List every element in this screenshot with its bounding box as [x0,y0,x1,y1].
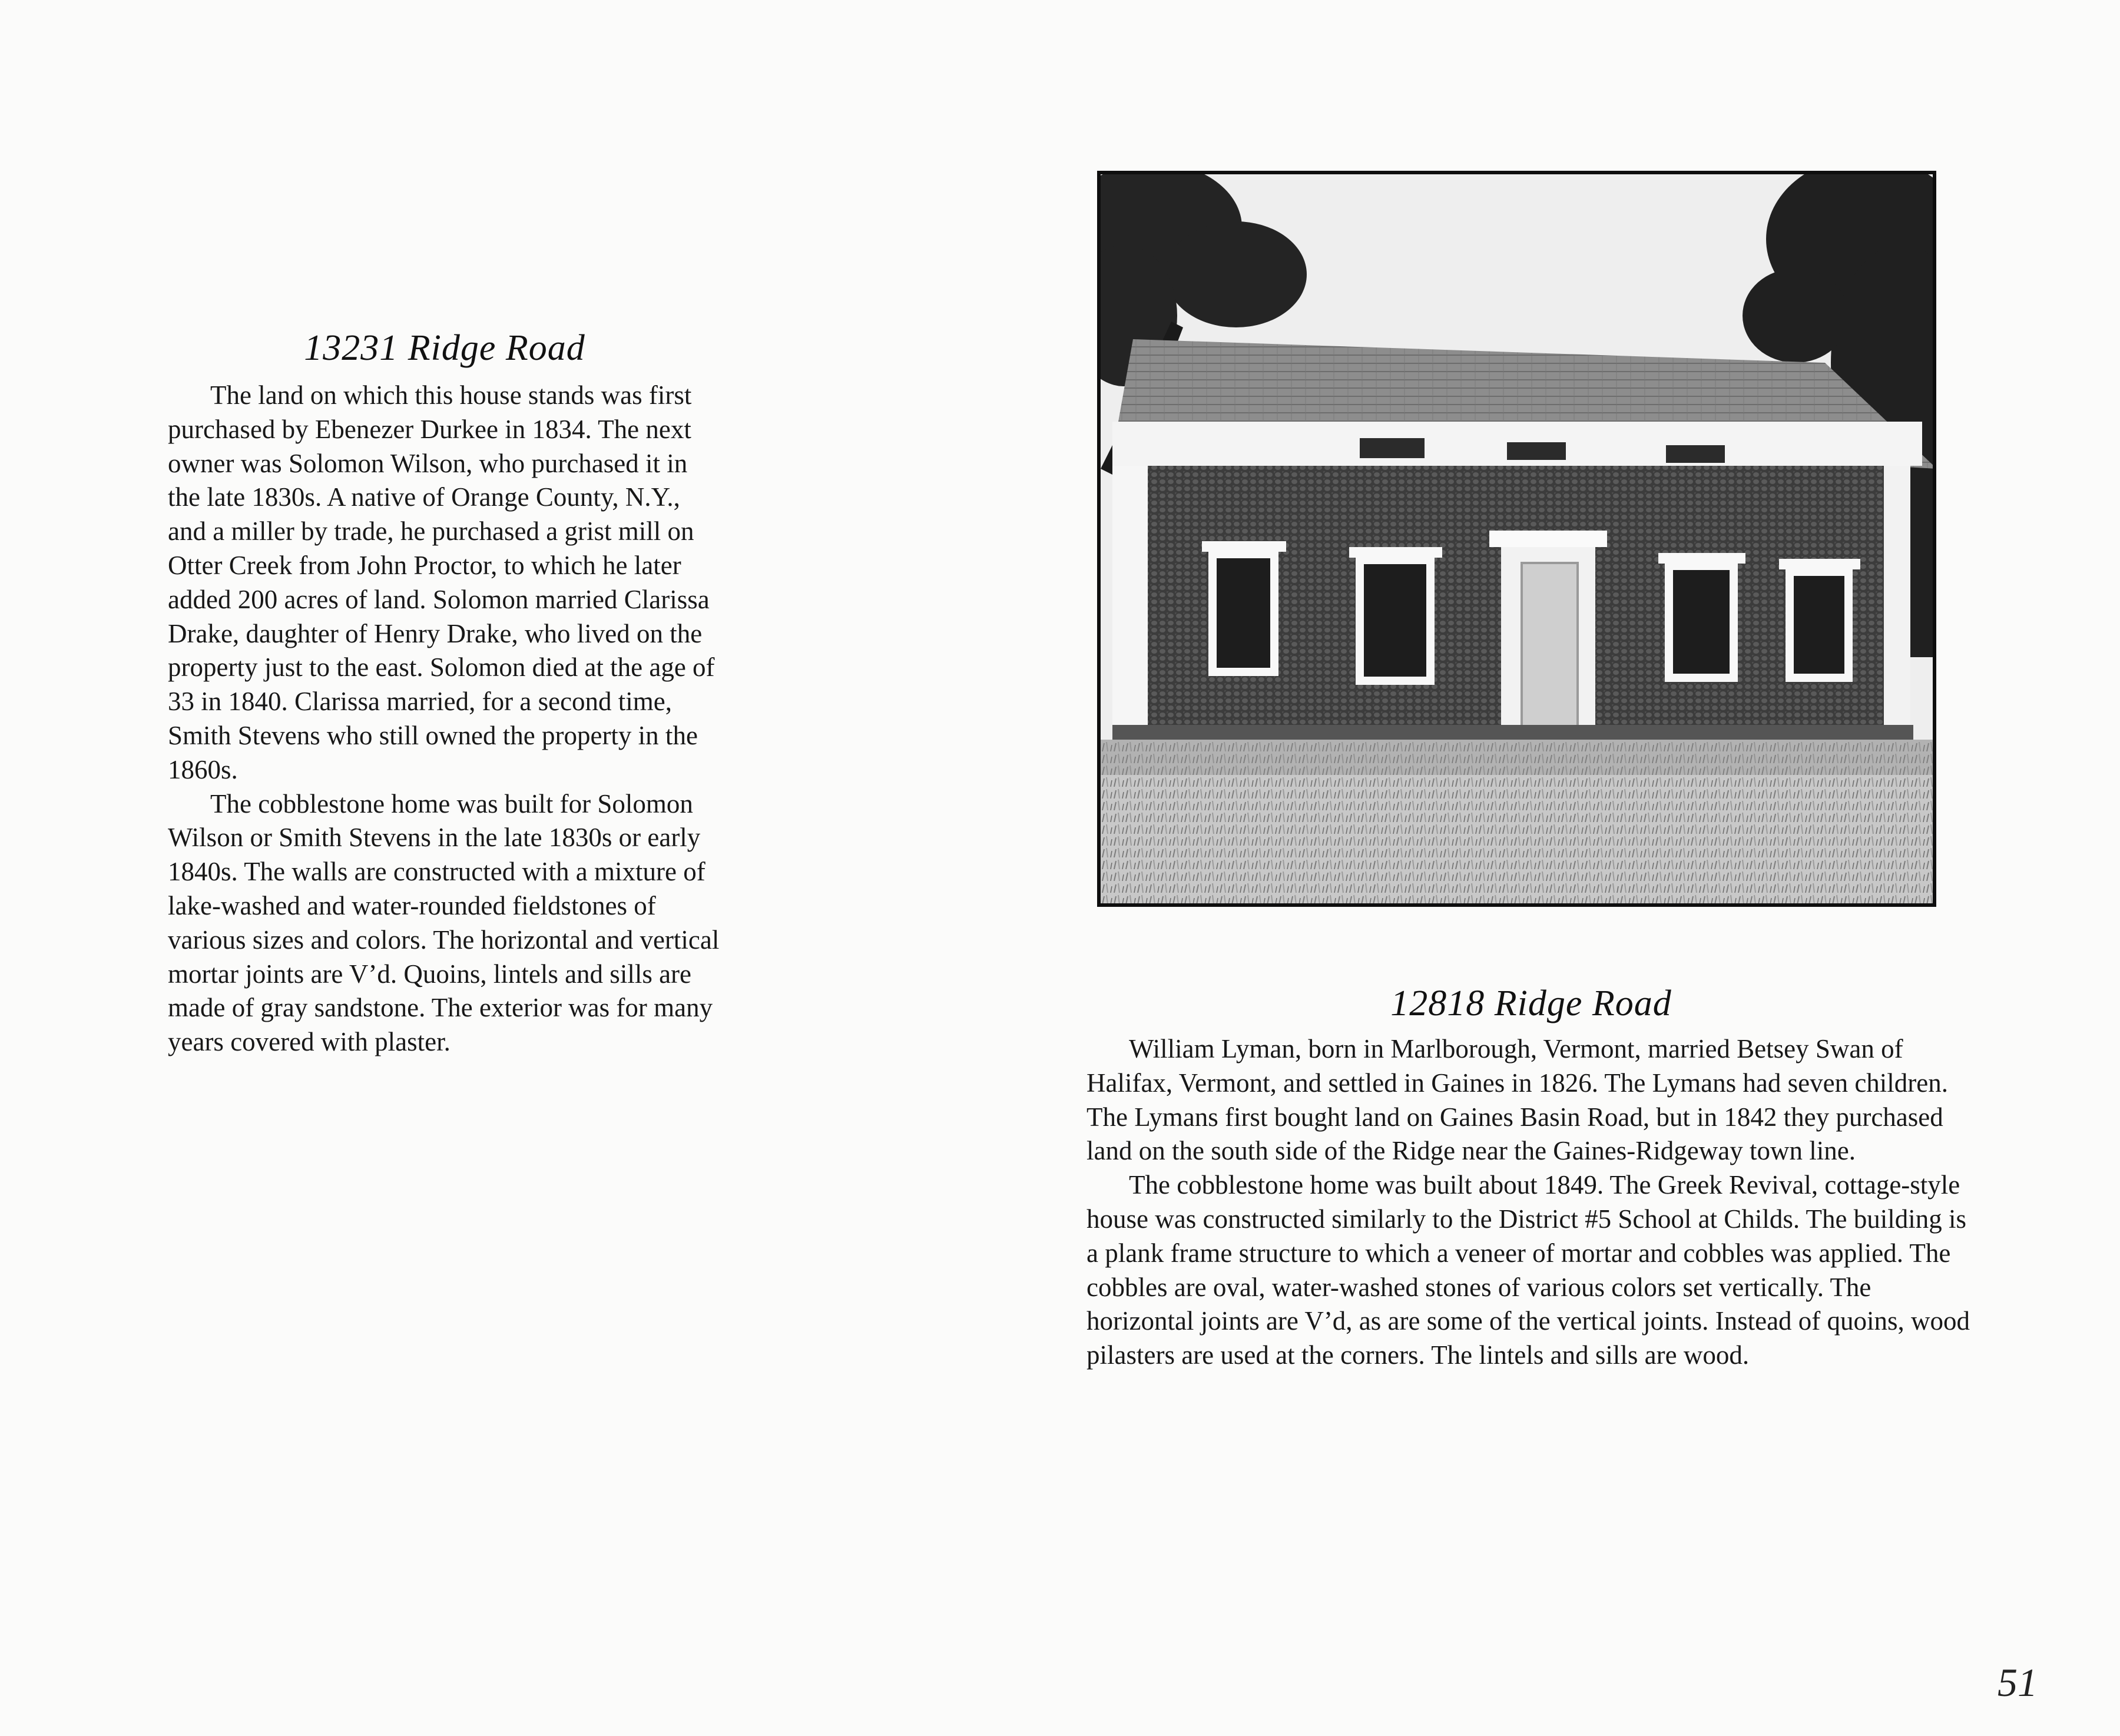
left-paragraph-1: The land on which this house stands was first purchased by Ebenezer Durkee in 1834. The next owner was Solomon Wilson, who purchased it in the late 1830s. A native of Orange County, N.Y., and a miller by trade, he purchased a grist mill on Otter Creek from John Proctor, to which he later added 200 acres of land. Solomon married Clarissa Drake, daughter of Henry Drake, who lived on the property just to the east. Solomon died at the age of 33 in 1840. Clarissa married, for a second time, Smith Stevens who still owned the property in the 1860s. [168,380,715,784]
right-paragraph-1: William Lyman, born in Marlborough, Vermont, married Betsey Swan of Halifax, Vermont, and settled in Gaines in 1826. The Lymans had seven children. The Lymans first bought land on Gaines Basin Road, but in 1842 they purchased land on the south side of the Ridge near the Gaines-Ridgeway town line. [1086,1034,1949,1166]
page-number: 51 [1998,1660,2038,1705]
house-photograph [1097,171,1936,907]
right-article-heading: 12818 Ridge Road [1390,983,1672,1023]
right-article-body [1086,1032,1976,1373]
left-article-heading: 13231 Ridge Road [304,328,585,368]
left-paragraph-2: The cobblestone home was built for Solomon Wilson or Smith Stevens in the late 1830s or early 1840s. The walls are constructed with a mixture of lake-washed and water-rounded fieldstones of various sizes and colors. The horizontal and vertical mortar joints are V’d. Quoins, lintels and sills are made of gray sandstone. The exterior was for many years covered with plaster. [168,789,720,1057]
left-article-body [168,379,721,1059]
right-paragraph-2: The cobblestone home was built about 1849. The Greek Revival, cottage-style house was constructed similarly to the District #5 School at Childs. The building is a plank frame structure to which a veneer of mortar and cobbles was applied. The cobbles are oval, water-washed stones of various colors set vertically. The horizontal joints are V’d, as are some of the vertical joints. Instead of quoins, wood pilasters are used at the corners. The lintels and sills are wood. [1086,1170,1970,1370]
